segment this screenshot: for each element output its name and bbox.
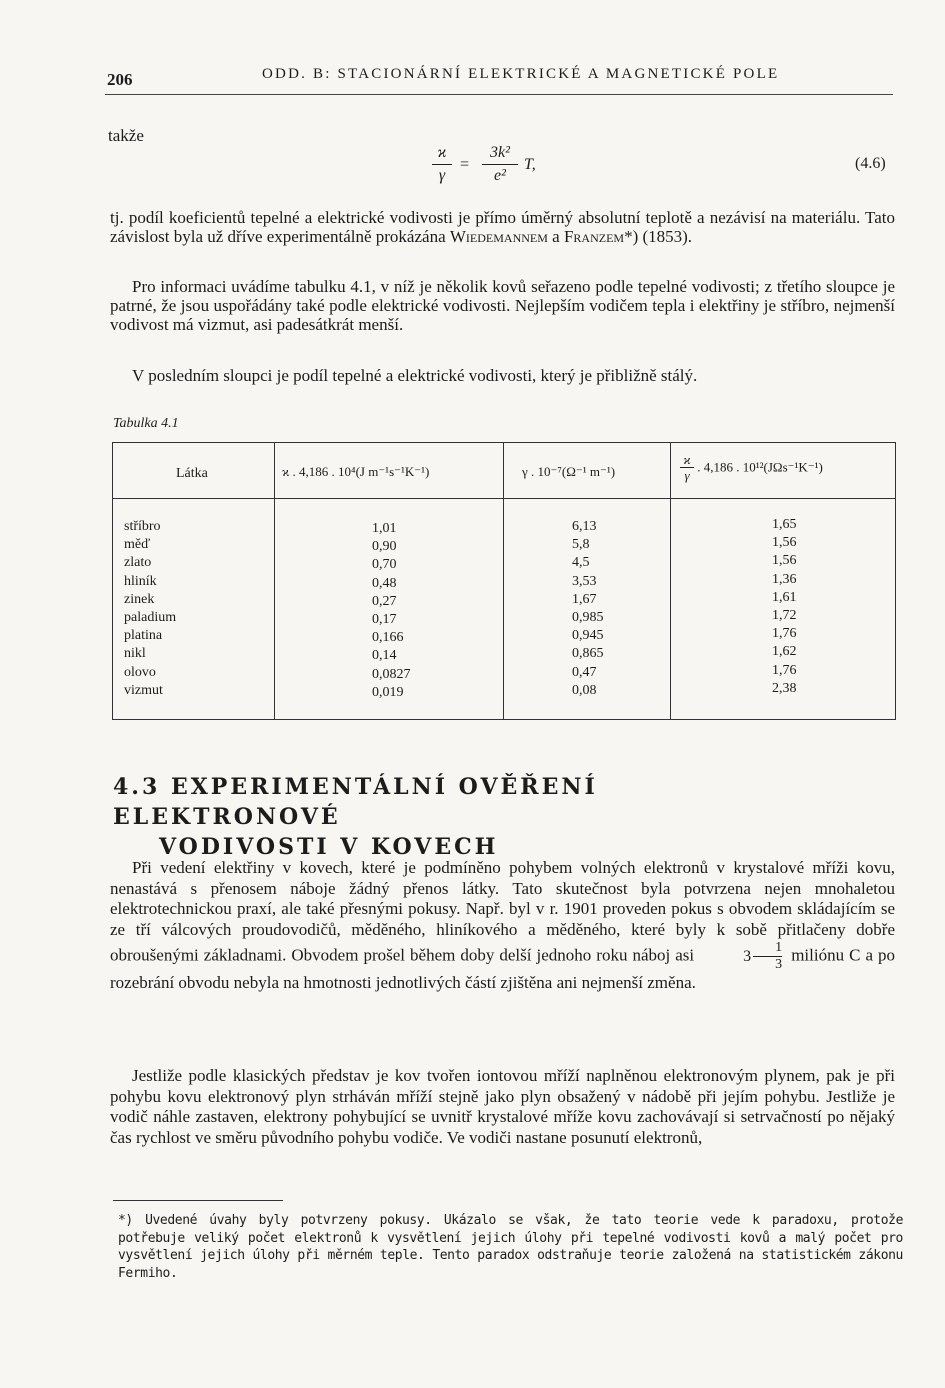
table-cell: 1,76 — [772, 626, 797, 642]
paragraph-3: V posledním sloupci je podíl tepelné a elektrické vodivosti, který je přibližně stálý. — [132, 366, 698, 385]
eq-equals: = — [460, 156, 470, 173]
table-cell: 1,72 — [772, 608, 797, 624]
intro-word: takže — [108, 126, 144, 145]
table-cell: 1,61 — [772, 589, 797, 605]
table-cell: měď — [124, 537, 151, 553]
paragraph-4: Při vedení elektřiny v kovech, které je podmíněno pohybem volných elektronů v krystalové mříži kovu, nenastává s přenosem náboje žádný přenos látky. Tato skutečnost byla potvrzena nejen mnohaletou elektrotechnickou praxí, ale také přesnými pokusy. Např. byl v r. 1901 proveden pokus s obvodem skládajícím se ze tří válcových proudovodičů, měděného, hliníkového a měděného, které byly k sobě přitlačeny dobře obroušenými základnami. Obvodem prošel během doby delší jednoho roku náboj asi 3 $\frac{1}{3}$ miliónu C a po rozebrání obvodu nebyla na hmotnosti jednotlivých částí zjištěna ani nejmenší změna. — [110, 858, 896, 992]
table-cell: zlato — [124, 555, 152, 571]
table-cell: vizmut — [124, 682, 163, 698]
column-electrical — [572, 518, 604, 700]
table-cell: 6,13 — [572, 519, 597, 534]
eq-rhs-denominator: e² — [494, 167, 506, 184]
table-caption: Tabulka 4.1 — [113, 416, 179, 431]
author-name-franz: Franzem — [563, 227, 625, 246]
section-heading — [113, 772, 833, 862]
table-cell: 2,38 — [772, 680, 797, 696]
running-title: ODD. B: STACIONÁRNÍ ELEKTRICKÉ A MAGNETICKÉ POLE — [262, 66, 780, 82]
eq-rhs-tail: T, — [524, 156, 536, 173]
table-cell: platina — [124, 628, 163, 644]
table-cell: 0,166 — [372, 630, 404, 646]
equation-number: (4.6) — [855, 155, 886, 172]
table-cell: 0,90 — [372, 539, 397, 555]
table-cell: 1,56 — [772, 535, 797, 551]
table-cell: 0,14 — [372, 648, 397, 664]
header-thermal-conductivity: ϰ . 4,186 . 10⁴(J m⁻¹s⁻¹K⁻¹) — [282, 464, 430, 479]
table-cell: 1,65 — [772, 517, 797, 532]
table-cell: 0,48 — [372, 575, 397, 591]
table-cell: 0,70 — [372, 557, 397, 573]
page-number: 206 — [107, 70, 133, 89]
header-rule — [105, 94, 893, 95]
table-cell: 3,53 — [572, 573, 597, 589]
table-cell: 1,01 — [372, 521, 397, 536]
header-substance: Látka — [176, 466, 208, 481]
table-cell: stříbro — [124, 519, 161, 534]
table-cell: 4,5 — [572, 555, 590, 571]
table-cell: 0,865 — [572, 646, 604, 662]
table-cell: hliník — [124, 573, 157, 589]
table-cell: nikl — [124, 646, 146, 662]
table-cell: 1,56 — [772, 553, 797, 569]
header-electrical-conductivity: γ . 10⁻⁷(Ω⁻¹ m⁻¹) — [522, 464, 616, 479]
table-cell: 0,27 — [372, 593, 397, 609]
table-cell: 0,17 — [372, 612, 397, 628]
table-cell: 0,945 — [572, 628, 604, 644]
header-ratio: $\frac{ϰ}{\gamma}$ . 4,186 . 10¹²(JΩs⁻¹K⁻¹) — [680, 452, 823, 483]
table-cell: 5,8 — [572, 537, 590, 553]
footnote-rule — [113, 1200, 283, 1201]
table-cell: 1,67 — [572, 591, 597, 607]
column-substance — [124, 518, 176, 700]
table-cell: paladium — [124, 610, 177, 626]
table-cell: zinek — [124, 591, 155, 607]
paragraph-5: Jestliže podle klasických představ je kov tvořen iontovou mříží naplněnou elektronovým plynem, pak je při pohybu kovu elektronový plyn strháván mříží stejně jako plyn obsažený v nádobě při jejím pohybu. Jestliže je vodič náhle zastaven, elektrony pohybující se uvnitř krystalové mříže kovu zachovávají si setrvačností po nějaký čas rychlost ve směru původního pohybu vodiče. Ve vodiči nastane posunutí elektronů, — [110, 1066, 895, 1147]
table-cell: 0,985 — [572, 610, 604, 626]
table-cell: 0,019 — [372, 684, 404, 700]
author-name-wiedemann: Wiedemannem — [449, 227, 548, 246]
table-cell: olovo — [124, 664, 156, 680]
paragraph-1: tj. podíl koeficientů tepelné a elektrické vodivosti je přímo úměrný absolutní teplotě a nezávisí na materiálu. Tato závislost byla už dříve experimentálně prokázána Wiedemannem a Franzem*) (1853). — [110, 208, 895, 246]
column-thermal — [372, 520, 411, 702]
mixed-fraction: 3 $\frac{1}{3}$ — [743, 940, 783, 972]
table-cell: 1,36 — [772, 571, 797, 587]
table-cell: 0,47 — [572, 664, 597, 680]
section-number: 4.3 — [113, 774, 161, 800]
eq-lhs-numerator: ϰ — [437, 144, 447, 161]
eq-rhs-numerator: 3k² — [490, 144, 510, 161]
column-ratio — [772, 516, 797, 698]
table-cell: 1,76 — [772, 662, 797, 678]
section-title-line1: EXPERIMENTÁLNÍ OVĚŘENÍ ELEKTRONOVÉ — [113, 774, 598, 830]
table-cell: 0,08 — [572, 682, 597, 698]
eq-lhs-denominator: γ — [438, 167, 446, 184]
paragraph-2: Pro informaci uvádíme tabulku 4.1, v níž je několik kovů seřazeno podle tepelné vodivosti; z třetího sloupce je patrné, že jsou uspořádány také podle elektrické vodivosti. Nejlepším vodičem tepla i elektřiny je stříbro, nejmenší vodivost má vizmut, asi padesátkrát menší. — [110, 277, 895, 334]
footnote: *) Uvedené úvahy byly potvrzeny pokusy. Ukázalo se však, že tato teorie vede k paradoxu, protože potřebuje veliký počet elektronů k vysvětlení jejich úlohy při tepelné vodivosti kovů a malý počet pro vysvětlení jejich úlohy při měrném teple. Tento paradox odstraňuje teorie založená na statistickém zákonu Fermiho. — [118, 1213, 903, 1281]
table-cell: 1,62 — [772, 644, 797, 660]
table-4-1 — [112, 442, 896, 720]
section-title-line2: VODIVOSTI V KOVECH — [159, 834, 499, 860]
equation-4-6 — [432, 144, 592, 194]
table-cell: 0,0827 — [372, 666, 411, 682]
